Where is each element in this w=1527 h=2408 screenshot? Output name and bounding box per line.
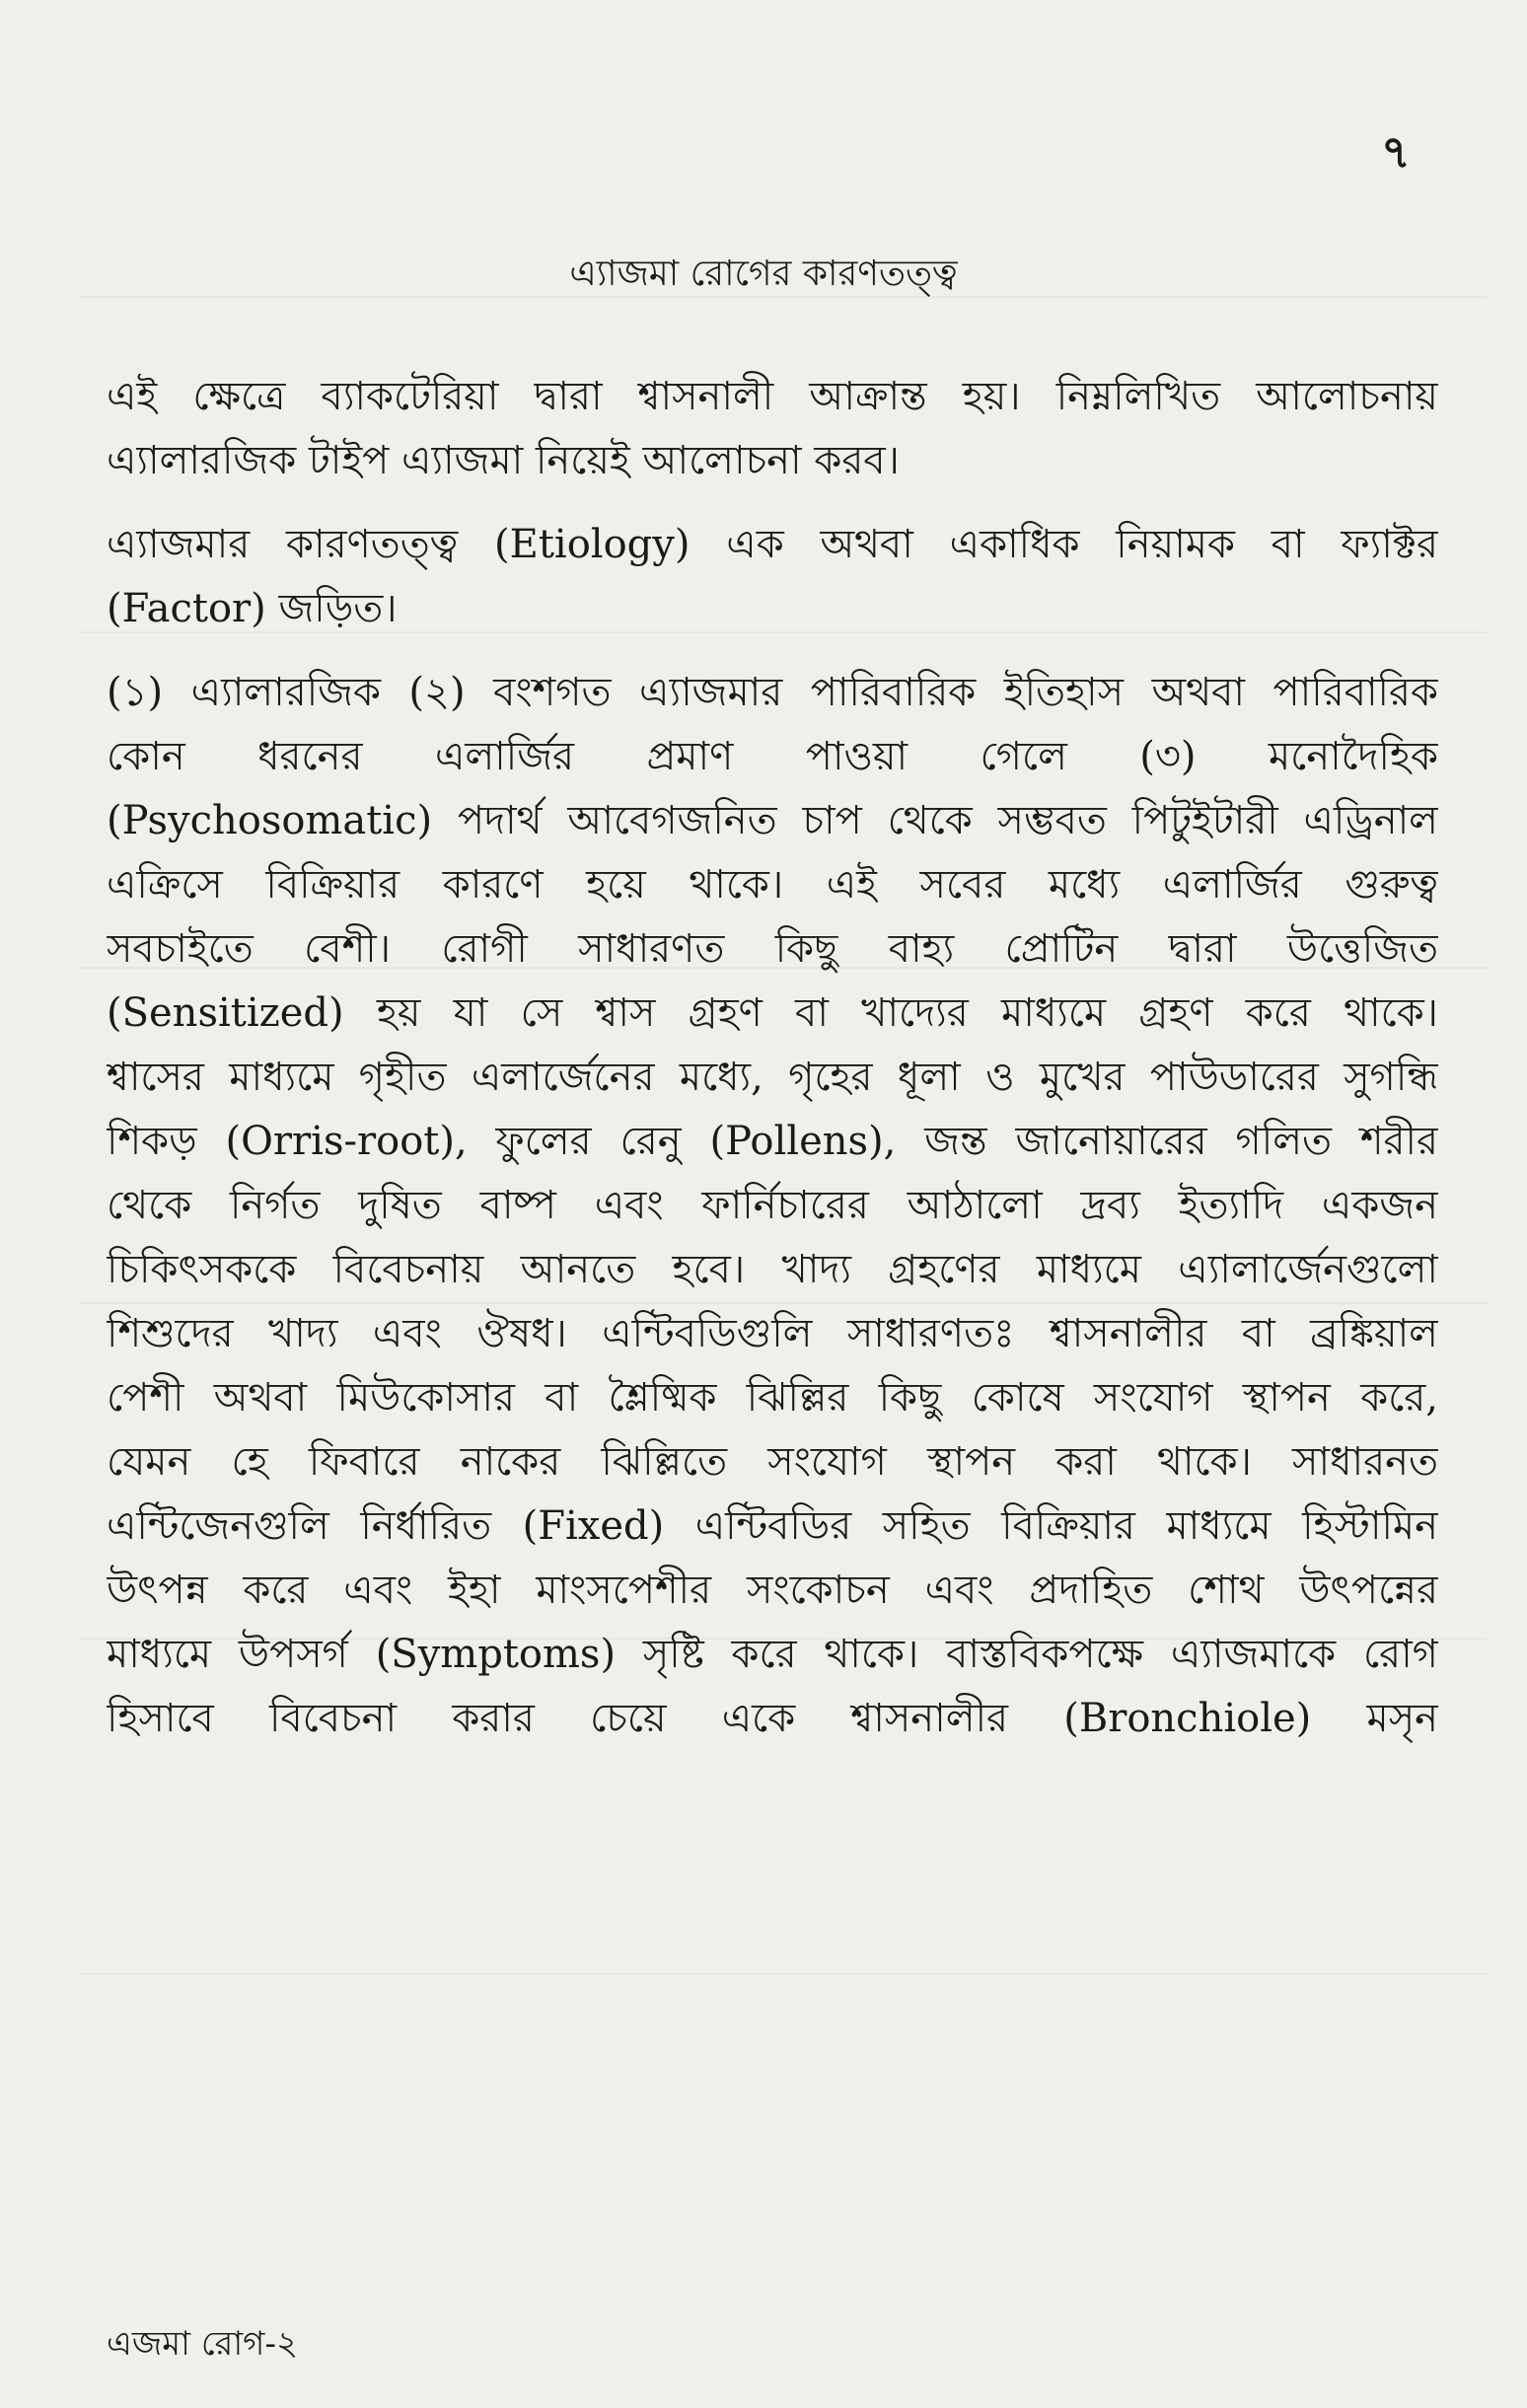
text-line: শিকড় (Orris-root), ফুলের রেনু (Pollens), জন্ত জানোয়ারের গলিত শরীর	[107, 1119, 1438, 1164]
text-line: (Factor) জড়িত।	[107, 586, 398, 631]
paragraph	[107, 661, 1438, 1751]
text-line: (১) এ্যালারজিক (২) বংশগত এ্যাজমার পারিবারিক ইতিহাস অথবা পারিবারিক	[107, 670, 1438, 715]
body-text	[107, 365, 1438, 1751]
text-line: কোন ধরনের এলার্জির প্রমাণ পাওয়া গেলে (৩) মনোদৈহিক	[107, 734, 1438, 779]
text-line: যেমন হে ফিবারে নাকের ঝিল্লিতে সংযোগ স্থাপন করা থাকে। সাধারনত	[107, 1439, 1438, 1485]
text-line: শিশুদের খাদ্য এবং ঔষধ। এন্টিবডিগুলি সাধারণতঃ শ্বাসনালীর বা ব্রঙ্কিয়াল	[107, 1311, 1438, 1356]
text-line: চিকিৎসককে বিবেচনায় আনতে হবে। খাদ্য গ্রহণের মাধ্যমে এ্যালার্জেনগুলো	[107, 1247, 1438, 1292]
text-line: থেকে নির্গত দুষিত বাষ্প এবং ফার্নিচারের আঠালো দ্রব্য ইত্যাদি একজন	[107, 1183, 1438, 1228]
text-line: মাধ্যমে উপসর্গ (Symptoms) সৃষ্টি করে থাকে। বাস্তবিকপক্ষে এ্যাজমাকে রোগ	[107, 1632, 1438, 1677]
text-line: উৎপন্ন করে এবং ইহা মাংসপেশীর সংকোচন এবং প্রদাহিত শোথ উৎপন্নের	[107, 1568, 1438, 1613]
text-line: এক্রিসে বিক্রিয়ার কারণে হয়ে থাকে। এই সবের মধ্যে এলার্জির গুরুত্ব	[107, 862, 1438, 908]
paragraph	[107, 513, 1438, 641]
text-line: এই ক্ষেত্রে ব্যাকটেরিয়া দ্বারা শ্বাসনালী আক্রান্ত হয়। নিম্নলিখিত আলোচনায়	[107, 374, 1438, 419]
text-line: সবচাইতে বেশী। রোগী সাধারণত কিছু বাহ্য প্রোটিন দ্বারা উত্তেজিত	[107, 926, 1438, 972]
text-line: এন্টিজেনগুলি নির্ধারিত (Fixed) এন্টিবডির সহিত বিক্রিয়ার মাধ্যমে হিস্টামিন	[107, 1503, 1438, 1549]
text-line: এ্যাজমার কারণতত্ত্ব (Etiology) এক অথবা একাধিক নিয়ামক বা ফ্যাক্টর	[107, 522, 1438, 567]
footer-signature: এজমা রোগ-২	[107, 2324, 299, 2364]
text-line: (Psychosomatic) পদার্থ আবেগজনিত চাপ থেকে সম্ভবত পিটুইটারী এড্রিনাল	[107, 798, 1438, 843]
text-line: (Sensitized) হয় যা সে শ্বাস গ্রহণ বা খাদ্যের মাধ্যমে গ্রহণ করে থাকে।	[107, 990, 1438, 1036]
running-head: এ্যাজমা রোগের কারণতত্ত্ব	[569, 254, 958, 294]
text-line: শ্বাসের মাধ্যমে গৃহীত এলার্জেনের মধ্যে, গৃহের ধূলা ও মুখের পাউডারের সুগন্ধি	[107, 1055, 1438, 1100]
text-line: হিসাবে বিবেচনা করার চেয়ে একে শ্বাসনালীর (Bronchiole) মসৃন	[107, 1696, 1438, 1741]
text-line: পেশী অথবা মিউকোসার বা শ্লৈষ্মিক ঝিল্লির কিছু কোষে সংযোগ স্থাপন করে,	[107, 1375, 1438, 1421]
paragraph	[107, 365, 1438, 493]
text-line: এ্যালারজিক টাইপ এ্যাজমা নিয়েই আলোচনা করব।	[107, 438, 900, 483]
page-number: ৭	[1381, 125, 1411, 179]
